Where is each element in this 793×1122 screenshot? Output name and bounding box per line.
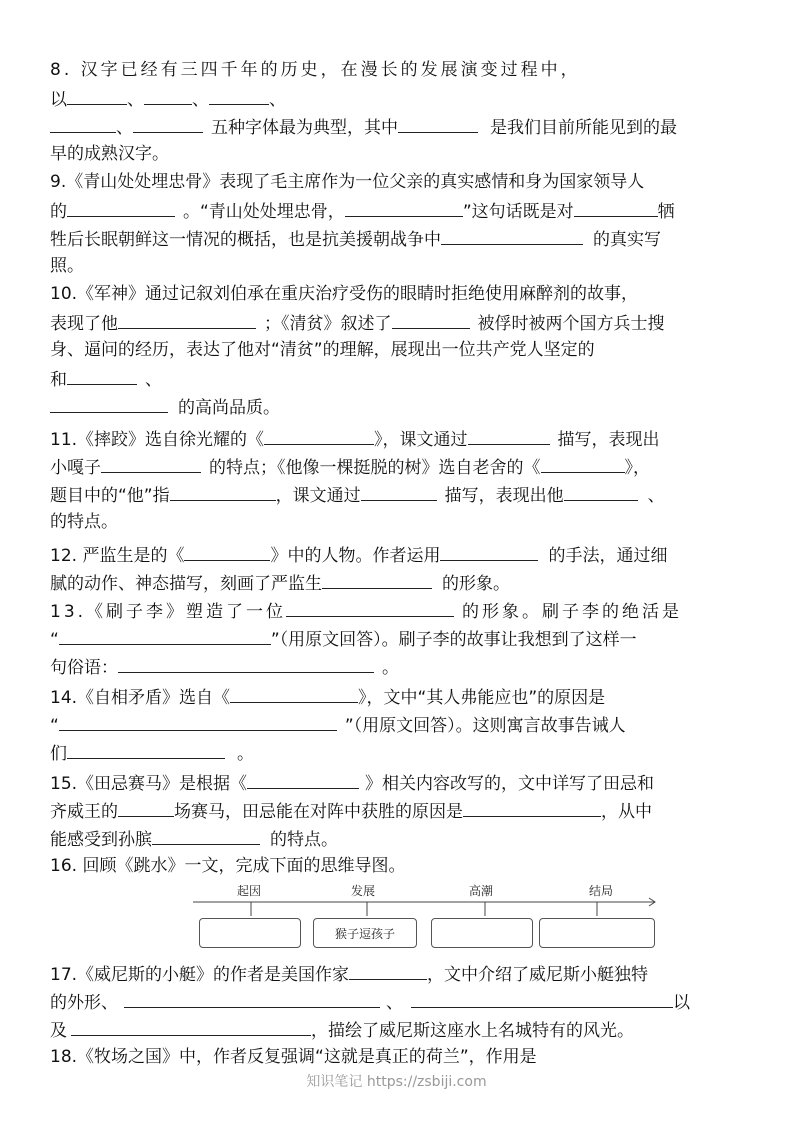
q9-line1: 9.《青山处处埋忠骨》表现了毛主席作为一位父亲的真实感情和身为国家领导人 (50, 172, 645, 192)
text: 、 (647, 486, 665, 506)
blank[interactable] (124, 991, 380, 1008)
stage-development: 发展 (351, 884, 376, 898)
text: 的形象。刷子李的绝活是 (462, 602, 683, 622)
blank[interactable] (170, 484, 276, 501)
q14-line2 (50, 714, 750, 736)
box-label: 猴子逗孩子 (334, 926, 395, 941)
blank[interactable] (468, 428, 550, 445)
text: 。“青山处处埋忠骨， (183, 202, 345, 222)
blank[interactable] (349, 963, 427, 980)
text: 句俗语： (50, 658, 118, 678)
text: 12. 严监生是的《 (50, 546, 185, 566)
text: 13.《刷子李》塑造了一位 (50, 602, 287, 622)
q12-line1 (50, 544, 750, 566)
mind-map-box-1[interactable] (199, 918, 301, 948)
q14-line1 (50, 686, 750, 708)
text: 小嘎子 (50, 458, 101, 478)
q13-line2 (50, 628, 750, 650)
text: 和 (50, 370, 67, 390)
blank[interactable] (133, 116, 203, 133)
blank[interactable] (541, 456, 625, 473)
text: 的形象。 (442, 574, 510, 594)
blank[interactable] (441, 228, 583, 245)
text: 们 (50, 744, 67, 764)
blank[interactable] (59, 628, 271, 645)
blank[interactable] (50, 116, 116, 133)
mind-map-box-2 (313, 918, 417, 948)
blank[interactable] (59, 714, 337, 731)
stage-cause: 起因 (237, 884, 262, 898)
text: ，文中介绍了威尼斯小艇独特 (427, 965, 649, 985)
text: 、 (127, 90, 144, 110)
text: 、 (116, 118, 133, 138)
blank[interactable] (118, 800, 174, 817)
blank[interactable] (564, 484, 638, 501)
blank[interactable] (67, 368, 137, 385)
text: 17.《威尼斯的小艇》的作者是美国作家 (50, 965, 350, 985)
text: ，从中 (601, 802, 652, 822)
text: 的 (50, 202, 67, 222)
text: 的手法，通过细 (548, 546, 668, 566)
q10-line2 (50, 312, 750, 334)
text: 》相关内容改写的，文中详写了田忌和 (365, 774, 655, 794)
text: 及 (50, 1021, 67, 1041)
blank[interactable] (67, 88, 127, 105)
q10-line3: 身、逼问的经历，表达了他对“清贫”的理解，展现出一位共产党人坚定的 (50, 340, 595, 360)
blank[interactable] (230, 686, 358, 703)
text: 》，课文通过 (374, 430, 468, 450)
text: 、 (386, 993, 403, 1013)
text: 11.《摔跤》选自徐光耀的《 (50, 430, 265, 450)
q11-line3 (50, 484, 750, 506)
q13-line3 (50, 656, 750, 678)
mind-map-box-4[interactable] (539, 918, 655, 948)
q8-line4: 早的成熟汉字。 (50, 144, 169, 164)
blank[interactable] (398, 116, 478, 133)
text: 五种字体最为典型，其中 (211, 118, 398, 138)
text: 是我们目前所能见到的最 (490, 118, 677, 138)
q15-line3 (50, 828, 750, 850)
text: 、 (192, 90, 209, 110)
text: 、 (269, 90, 286, 110)
q16-line1: 16. 回顾《跳水》一文，完成下面的思维导图。 (50, 856, 406, 876)
blank[interactable] (152, 828, 260, 845)
q10-line5 (50, 396, 750, 418)
blank[interactable] (574, 200, 658, 217)
blank[interactable] (463, 800, 601, 817)
text: 牺 (657, 202, 675, 222)
q13-line1 (50, 600, 750, 622)
q17-line2 (50, 991, 750, 1013)
q10-line1: 10.《军神》通过记叙刘伯承在重庆治疗受伤的眼睛时拒绝使用麻醉剂的故事， (50, 284, 639, 304)
q14-line3 (50, 742, 750, 764)
blank[interactable] (440, 544, 538, 561)
text: 牲后长眠朝鲜这一情况的概括，也是抗美援朝战争中 (50, 230, 441, 250)
q9-line4: 照。 (50, 256, 84, 276)
text: 14.《自相矛盾》选自《 (50, 688, 231, 708)
q11-line1 (50, 428, 750, 450)
footer-watermark: 知识笔记 https://zsbiji.com (306, 1074, 487, 1090)
text: 的特点。 (270, 830, 338, 850)
mind-map (185, 878, 660, 954)
text: 齐威王的 (50, 802, 118, 822)
q8-line2 (50, 88, 750, 110)
q11-line4: 的特点。 (50, 512, 118, 532)
text: 以 (673, 993, 690, 1013)
blank[interactable] (118, 312, 256, 329)
text: 》， (624, 458, 650, 478)
q8-line1: 8. 汉字已经有三四千年的历史，在漫长的发展演变过程中， (50, 60, 581, 80)
blank[interactable] (247, 772, 359, 789)
text: ”（用原文回答）。这则寓言故事告诫人 (344, 716, 626, 736)
blank[interactable] (67, 200, 175, 217)
text: 的真实写 (593, 230, 661, 250)
q17-line3 (50, 1019, 750, 1041)
q10-line4 (50, 368, 750, 390)
q9-line3 (50, 228, 750, 250)
text: ，描绘了威尼斯这座水上名城特有的风光。 (311, 1021, 634, 1041)
q18-line1: 18.《牧场之国》中，作者反复强调“这就是真正的荷兰”，作用是 (50, 1047, 537, 1067)
blank[interactable] (144, 88, 192, 105)
text: ；《清贫》叙述了 (264, 314, 392, 334)
blank[interactable] (184, 544, 270, 561)
text: 、 (145, 370, 162, 390)
q11-line2 (50, 456, 750, 478)
text: 能感受到孙膑 (50, 830, 152, 850)
text: 的高尚品质。 (178, 398, 280, 418)
text: “ (50, 716, 59, 736)
mind-map-box-3[interactable] (431, 918, 533, 948)
text: 表现了他 (50, 314, 118, 334)
q8-line3 (50, 116, 750, 138)
blank[interactable] (392, 312, 470, 329)
text: “ (50, 630, 59, 650)
text: 题目中的“他”指 (50, 486, 170, 506)
q12-line2 (50, 572, 750, 594)
stage-climax: 高潮 (469, 884, 494, 898)
text: 的外形、 (50, 993, 118, 1013)
text: 被俘时被两个国方兵士搜 (477, 314, 665, 334)
q15-line1 (50, 772, 750, 794)
text: 描写，表现出他 (444, 486, 564, 506)
blank[interactable] (286, 600, 454, 617)
text: 腻的动作、神态描写，刻画了严监生 (50, 574, 322, 594)
blank[interactable] (411, 991, 673, 1008)
text: 15.《田忌赛马》是根据《 (50, 774, 248, 794)
text: ，课文通过 (275, 486, 361, 506)
text: 》，文中“其人弗能应也”的原因是 (358, 688, 606, 708)
text: 描写，表现出 (557, 430, 660, 450)
blank[interactable] (50, 396, 168, 413)
blank[interactable] (361, 484, 437, 501)
q9-line2 (50, 200, 750, 222)
blank[interactable] (264, 428, 374, 445)
blank[interactable] (67, 742, 225, 759)
blank[interactable] (71, 1019, 311, 1036)
stage-ending: 结局 (589, 884, 614, 898)
q17-line1 (50, 963, 750, 985)
text: 以 (50, 90, 67, 110)
text: 。 (237, 744, 254, 764)
q15-line2 (50, 800, 750, 822)
blank[interactable] (101, 456, 201, 473)
blank[interactable] (345, 200, 463, 217)
text: ”这句话既是对 (462, 202, 574, 222)
text: 》中的人物。作者运用 (270, 546, 441, 566)
blank[interactable] (322, 572, 432, 589)
blank[interactable] (209, 88, 269, 105)
text: ”（用原文回答）。刷子李的故事让我想到了这样一 (270, 630, 637, 650)
text: 的特点；《他像一棵挺脱的树》选自老舍的《 (209, 458, 541, 478)
text: 场赛马，田忌能在对阵中获胜的原因是 (174, 802, 463, 822)
blank[interactable] (118, 656, 374, 673)
text: 。 (382, 658, 399, 678)
